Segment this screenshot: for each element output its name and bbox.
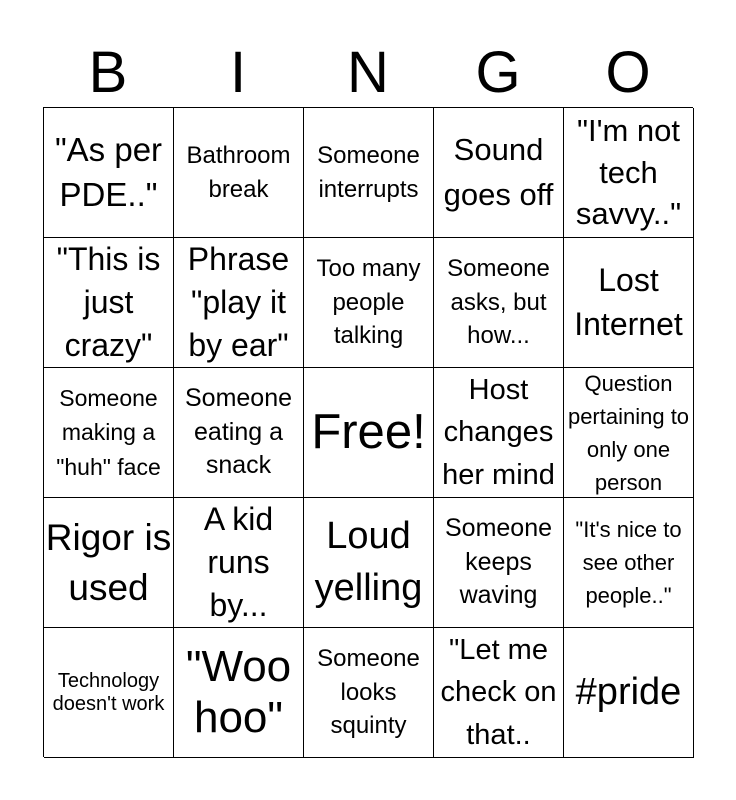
header-letter-g: G <box>475 40 521 105</box>
cell-text: Someone making a "huh" face <box>56 385 161 480</box>
bingo-cell[interactable] <box>44 238 174 368</box>
bingo-cell[interactable] <box>304 108 434 238</box>
cell-text: Host changes her mind <box>442 374 555 491</box>
header-letter-o: O <box>605 40 651 105</box>
bingo-cell[interactable] <box>304 368 434 498</box>
bingo-cell[interactable] <box>434 108 564 238</box>
cell-text: "As per PDE.." <box>54 130 163 213</box>
bingo-cell[interactable] <box>564 368 694 498</box>
bingo-cell[interactable] <box>564 238 694 368</box>
cell-text: Rigor is used <box>45 516 172 608</box>
header-letter-b: B <box>88 40 128 105</box>
bingo-cell[interactable] <box>44 108 174 238</box>
bingo-cell[interactable] <box>174 238 304 368</box>
bingo-cell[interactable] <box>564 108 694 238</box>
cell-text: Sound goes off <box>443 131 554 212</box>
bingo-header <box>43 38 693 108</box>
cell-text: Someone looks squinty <box>317 645 420 740</box>
bingo-cell[interactable] <box>304 238 434 368</box>
bingo-cell[interactable] <box>44 498 174 628</box>
bingo-cell[interactable] <box>434 238 564 368</box>
cell-text: #pride <box>575 670 682 713</box>
cell-text: Too many people talking <box>316 255 421 350</box>
bingo-cell[interactable] <box>174 368 304 498</box>
bingo-cell[interactable] <box>44 628 174 758</box>
cell-text: "I'm not tech savvy.." <box>575 112 682 232</box>
bingo-cell[interactable] <box>44 368 174 498</box>
bingo-cell[interactable] <box>174 498 304 628</box>
cell-text: Someone eating a snack <box>184 383 293 480</box>
cell-text: Bathroom break <box>186 141 291 203</box>
bingo-cell[interactable] <box>434 368 564 498</box>
cell-text: Someone asks, but how... <box>447 255 550 350</box>
bingo-cell[interactable] <box>174 108 304 238</box>
cell-text: Phrase "play it by ear" <box>187 240 290 364</box>
bingo-grid <box>43 107 693 757</box>
cell-text: Someone interrupts <box>317 141 420 203</box>
bingo-cell[interactable] <box>434 498 564 628</box>
cell-text: A kid runs by... <box>203 500 274 624</box>
bingo-cell[interactable] <box>564 498 694 628</box>
bingo-cell[interactable] <box>434 628 564 758</box>
bingo-cell[interactable] <box>304 628 434 758</box>
bingo-cell[interactable] <box>564 628 694 758</box>
cell-text: "This is just crazy" <box>56 240 161 364</box>
header-letter-i: I <box>229 40 247 105</box>
cell-text: Lost Internet <box>574 262 683 342</box>
cell-text: Someone keeps waving <box>444 513 553 610</box>
bingo-cell[interactable] <box>174 628 304 758</box>
cell-text: Question pertaining to only one person <box>567 370 690 495</box>
bingo-cell[interactable] <box>304 498 434 628</box>
cell-text: "Woo hoo" <box>185 641 292 742</box>
cell-text: Technology doesn't work <box>52 669 165 715</box>
cell-text: "It's nice to see other people.." <box>575 517 682 608</box>
cell-text: Free! <box>311 404 426 459</box>
header-letter-n: N <box>347 40 389 105</box>
cell-text: "Let me check on that.. <box>440 634 557 751</box>
cell-text: Loud yelling <box>314 515 423 609</box>
